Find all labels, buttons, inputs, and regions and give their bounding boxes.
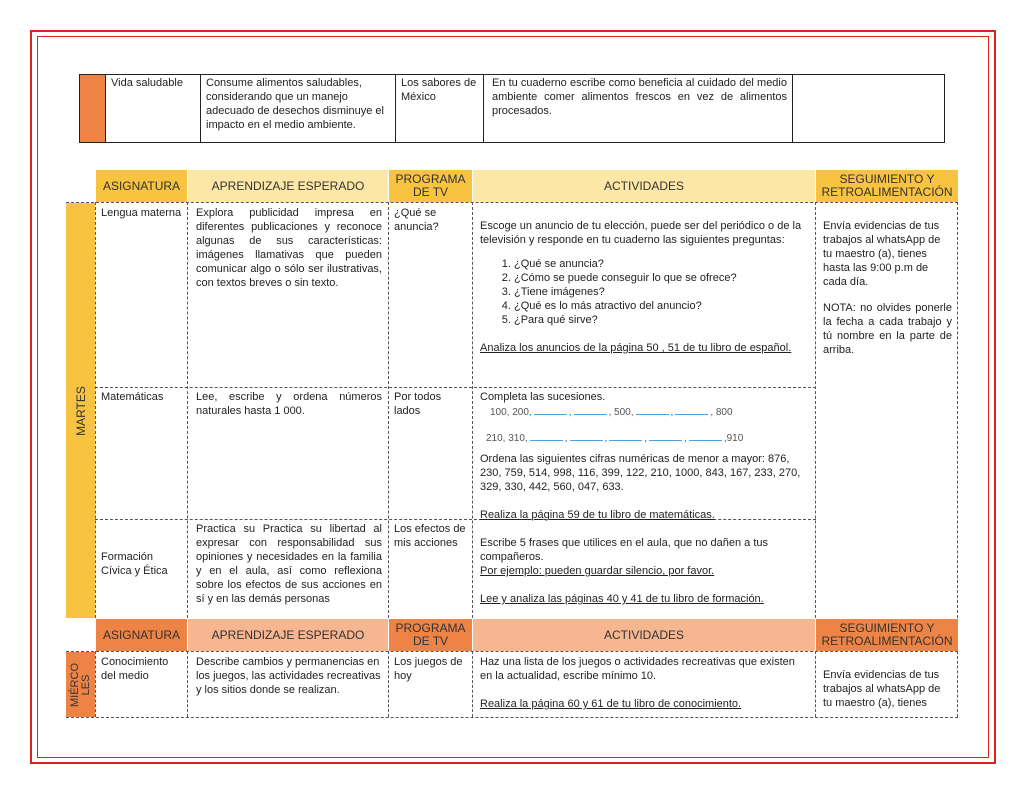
top-seguimiento bbox=[793, 74, 944, 78]
list-item: 3. ¿Tiene imágenes? bbox=[514, 285, 810, 299]
row-actividades bbox=[473, 388, 815, 524]
header-seguimiento: SEGUIMIENTO Y RETROALIMENTACIÓN bbox=[816, 170, 958, 202]
row-programa: Los efectos de mis acciones bbox=[394, 523, 466, 549]
activity-footer: Analiza los anuncios de la página 50 , 51 de tu libro de español. bbox=[480, 342, 792, 354]
row-aprendizaje: Practica su Practica su libertad al expresar con responsabilidad sus opiniones y necesidades en la familia y en el aula, así como reflexiona sobre los efectos de sus acciones en sí y en las demás personas bbox=[196, 523, 382, 605]
activity-intro: Completa las sucesiones. bbox=[480, 391, 606, 403]
list-item: 1. ¿Qué se anuncia? bbox=[514, 257, 810, 271]
row-asignatura: Lengua materna bbox=[101, 207, 182, 219]
top-actividades: En tu cuaderno escribe como beneficia al cuidado del medio ambiente comer alimentos frescos en vez de alimentos procesados. bbox=[492, 77, 787, 117]
activity-intro: Escribe 5 frases que utilices en el aula, que no dañen a tus compañeros. bbox=[480, 537, 769, 563]
row-asignatura: Conocimiento del medio bbox=[101, 656, 169, 682]
activity-footer: Realiza la página 60 y 61 de tu libro de conocimiento. bbox=[480, 698, 742, 710]
top-row-color-marker bbox=[79, 74, 105, 142]
activity-example: Por ejemplo: pueden guardar silencio, por favor. bbox=[480, 565, 715, 577]
activity-intro: Haz una lista de los juegos o actividades recreativas que existen en la actualidad, escribe mínimo 10. bbox=[480, 656, 795, 682]
row-programa: Por todos lados bbox=[394, 391, 442, 417]
row-asignatura: Formación Cívica y Ética bbox=[101, 551, 168, 577]
row-aprendizaje: Describe cambios y permanencias en los juegos, las actividades recreativas y los sitios donde se realizan. bbox=[196, 656, 381, 696]
row-asignatura: Matemáticas bbox=[101, 391, 164, 403]
row-aprendizaje: Explora publicidad impresa en diferentes publicaciones y reconoce algunas de sus características: imágenes llamativas que pueden comunicar algo o sólo ser ilustrativas, con textos breves o sin texto. bbox=[196, 207, 382, 289]
header-programa: PROGRAMA DE TV bbox=[389, 619, 472, 651]
row-actividades bbox=[473, 534, 815, 608]
activity-intro: Escoge un anuncio de tu elección, puede ser del periódico o de la televisión y responde en tu cuaderno las siguientes preguntas: bbox=[480, 220, 802, 246]
activity-footer: Realiza la página 59 de tu libro de matemáticas. bbox=[480, 509, 715, 521]
list-item: 5. ¿Para qué sirve? bbox=[514, 313, 810, 327]
row-actividades bbox=[473, 217, 815, 357]
row-programa: Los juegos de hoy bbox=[394, 656, 463, 682]
seguimiento-text: Envía evidencias de tus trabajos al whatsApp de tu maestro (a), tienes hasta las 9:00 p.m de cada día. bbox=[823, 220, 941, 288]
activity-order: Ordena las siguientes cifras numéricas de menor a mayor: 876, 230, 759, 514, 998, 116, 399, 122, 210, 1000, 843, 167, 233, 270, 329, 330, 442, 560, 047, 633. bbox=[480, 453, 801, 493]
top-aprendizaje: Consume alimentos saludables, considerando que un manejo adecuado de desechos disminuye el impacto en el medio ambiente. bbox=[206, 77, 384, 131]
activity-footer: Lee y analiza las páginas 40 y 41 de tu libro de formación. bbox=[480, 593, 764, 605]
sequence-2: 210, 310, , , , , ,910 bbox=[486, 433, 744, 444]
top-programa: Los sabores de México bbox=[401, 77, 477, 103]
list-item: 2. ¿Cómo se puede conseguir lo que se ofrece? bbox=[514, 271, 810, 285]
sequence-1: 100, 200, , , 500, , , 800 bbox=[490, 407, 733, 418]
martes-seguimiento bbox=[816, 217, 957, 359]
day-label-martes: MARTES bbox=[66, 203, 95, 618]
list-item: 4. ¿Qué es lo más atractivo del anuncio? bbox=[514, 299, 810, 313]
header-asignatura: ASIGNATURA bbox=[96, 619, 187, 651]
row-programa: ¿Qué se anuncia? bbox=[394, 207, 439, 233]
header-aprendizaje: APRENDIZAJE ESPERADO bbox=[188, 619, 388, 651]
header-programa: PROGRAMA DE TV bbox=[389, 170, 472, 202]
header-seguimiento: SEGUIMIENTO Y RETROALIMENTACIÓN bbox=[816, 619, 958, 651]
header-aprendizaje: APRENDIZAJE ESPERADO bbox=[188, 170, 388, 202]
row-seguimiento: Envía evidencias de tus trabajos al whatsApp de tu maestro (a), tienes bbox=[823, 669, 941, 709]
header-actividades: ACTIVIDADES bbox=[473, 170, 815, 202]
top-asignatura: Vida saludable bbox=[111, 77, 183, 89]
row-actividades bbox=[473, 653, 815, 713]
header-actividades: ACTIVIDADES bbox=[473, 619, 815, 651]
day-label-miercoles: MIÉRCO LES bbox=[66, 652, 95, 717]
questions-list bbox=[480, 257, 810, 327]
seguimiento-note: NOTA: no olvides ponerle la fecha a cada trabajo y tú nombre en la parte de arriba. bbox=[823, 302, 952, 356]
row-aprendizaje: Lee, escribe y ordena números naturales hasta 1 000. bbox=[196, 391, 382, 417]
header-asignatura: ASIGNATURA bbox=[96, 170, 187, 202]
